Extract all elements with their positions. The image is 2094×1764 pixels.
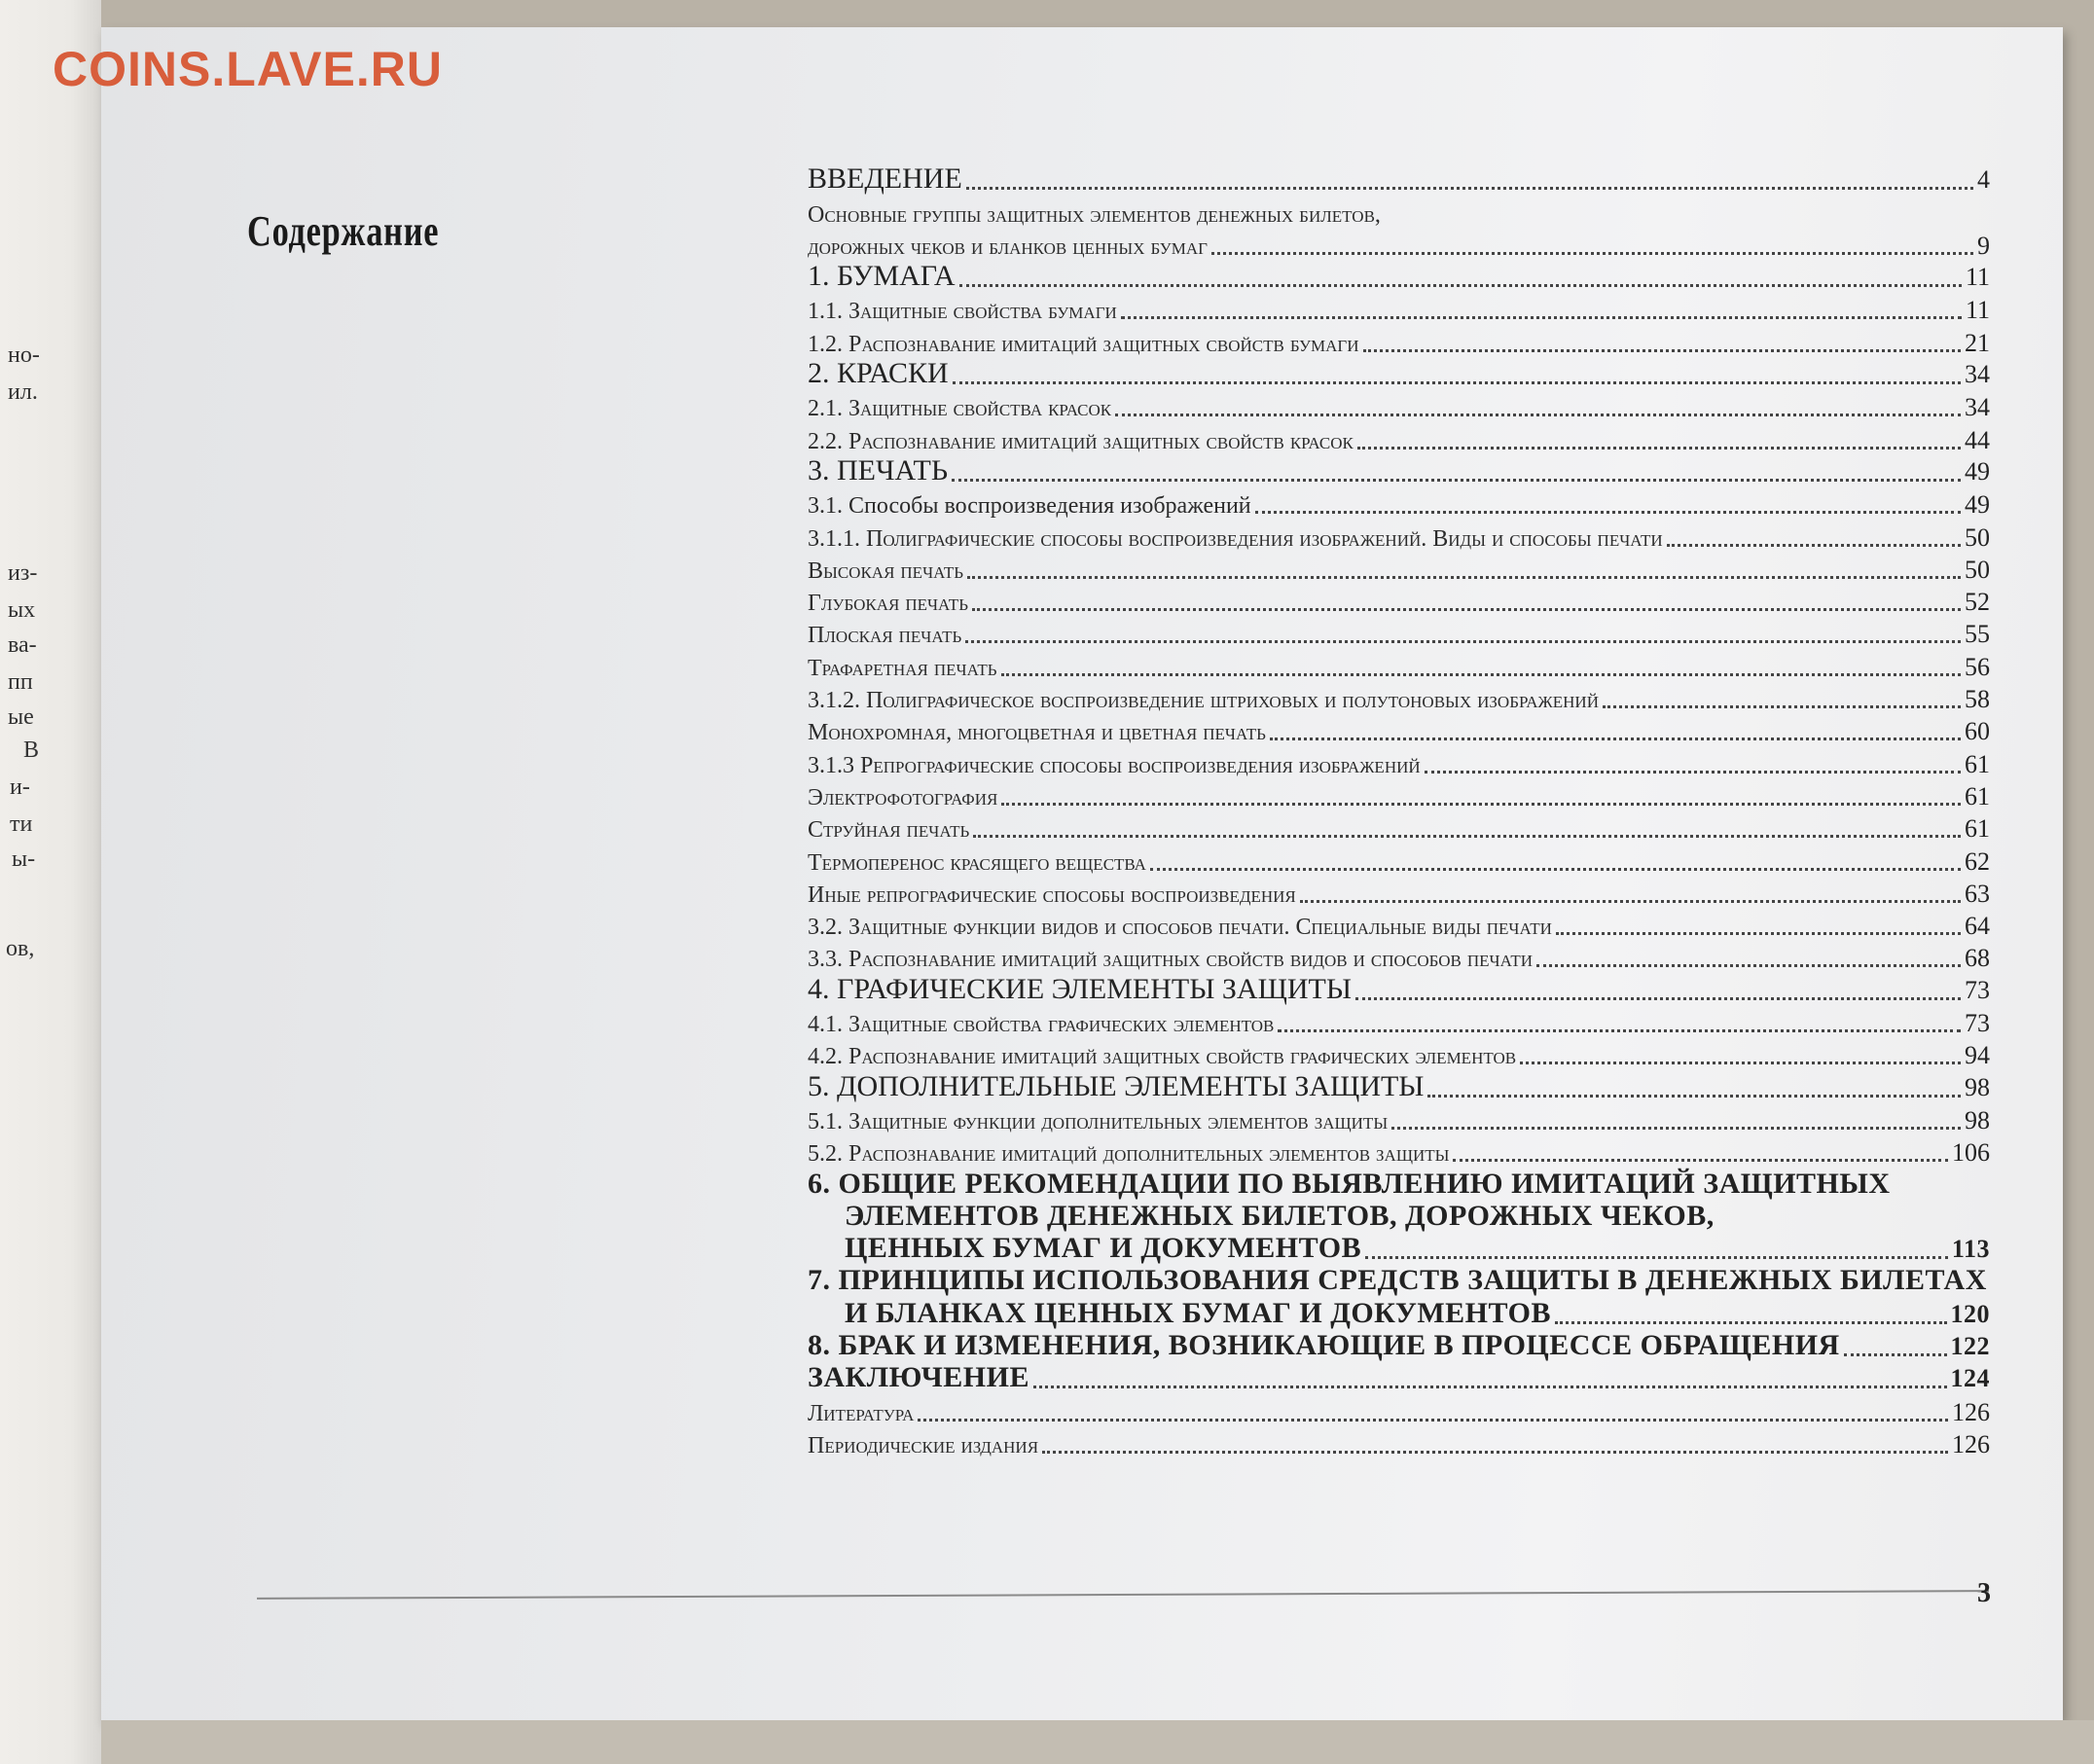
toc-entry-page: 120: [1950, 1299, 1990, 1328]
toc-entry-page: 9: [1977, 231, 1990, 260]
toc-entry: [808, 813, 1990, 846]
toc-entry-label: ЗАКЛЮЧЕНИЕ: [808, 1361, 1029, 1394]
toc-entry: [808, 972, 1990, 1007]
toc-entry: [808, 587, 1990, 619]
toc-entry-label: 7. ПРИНЦИПЫ ИСПОЛЬЗОВАНИЯ СРЕДСТВ ЗАЩИТЫ В ДЕНЕЖНЫХ БИЛЕТАХ: [808, 1264, 1987, 1297]
dot-leader: [953, 381, 1961, 384]
toc-entry-label: 3.1.1. Полиграфические способы воспроизведения изображений. Виды и способы печати: [808, 525, 1663, 552]
toc-entry-label: 8. БРАК И ИЗМЕНЕНИЯ, ВОЗНИКАЮЩИЕ В ПРОЦЕССЕ ОБРАЩЕНИЯ: [808, 1328, 1840, 1361]
toc-entry-page: 50: [1965, 555, 1990, 584]
toc-entry: [808, 1008, 1990, 1040]
toc-entry-page: 62: [1965, 846, 1990, 876]
toc-entry: [808, 619, 1990, 651]
dot-leader: [1603, 705, 1961, 708]
toc-entry-page: 11: [1965, 296, 1990, 325]
toc-entry-label: И БЛАНКАХ ЦЕННЫХ БУМАГ И ДОКУМЕНТОВ: [845, 1296, 1551, 1329]
dot-leader: [973, 835, 1961, 838]
dot-leader: [966, 187, 1973, 190]
dot-leader: [967, 576, 1961, 579]
toc-entry-page: 98: [1965, 1072, 1990, 1101]
toc-entry-label: 2. КРАСКИ: [808, 357, 949, 390]
toc-entry-page: 4: [1977, 165, 1990, 195]
toc-entry-label: 3.1.2. Полиграфическое воспроизведение штриховых и полутоновых изображений: [808, 688, 1599, 714]
dot-leader: [1357, 447, 1961, 450]
left-page-text-fragment: ти: [10, 811, 33, 837]
left-page-text-fragment: ых: [8, 597, 36, 623]
toc-entry-page: 55: [1965, 620, 1990, 649]
toc-entry-label: 1. БУМАГА: [808, 260, 956, 293]
toc-entry-page: 98: [1965, 1105, 1990, 1134]
dot-leader: [1425, 771, 1961, 774]
toc-entry-label: 5. ДОПОЛНИТЕЛЬНЫЕ ЭЛЕМЕНТЫ ЗАЩИТЫ: [808, 1069, 1425, 1102]
toc-entry: [808, 1199, 1990, 1235]
toc-entry: [808, 943, 1990, 975]
toc-entry-page: 106: [1952, 1138, 1990, 1168]
toc-entry-page: 58: [1965, 685, 1990, 714]
dot-leader: [1391, 1127, 1961, 1130]
toc-entry-page: 126: [1952, 1397, 1990, 1426]
toc-entry-label: 5.1. Защитные функции дополнительных элементов защиты: [808, 1108, 1389, 1134]
toc-entry-page: 60: [1965, 717, 1990, 746]
toc-entry-label: Высокая печать: [808, 558, 964, 584]
toc-entry: [808, 327, 1990, 359]
dot-leader: [1520, 1062, 1961, 1064]
dot-leader: [918, 1419, 1948, 1422]
toc-entry: [808, 1296, 1990, 1331]
toc-entry-label: 5.2. Распознавание имитаций дополнительных элементов защиты: [808, 1141, 1450, 1168]
toc-entry: [808, 1069, 1990, 1104]
toc-entry-label: ВВЕДЕНИЕ: [808, 162, 962, 196]
toc-entry: [808, 1137, 1990, 1170]
toc-entry: [808, 716, 1990, 748]
dot-leader: [1001, 673, 1961, 676]
toc-entry: [808, 1429, 1990, 1461]
toc-entry: [808, 489, 1990, 522]
toc-entry-page: 44: [1965, 425, 1990, 454]
toc-entry-label: 2.2. Распознавание имитаций защитных свойств красок: [808, 428, 1354, 454]
dot-leader: [952, 479, 1961, 482]
toc-entry: [808, 1105, 1990, 1137]
toc-entry-page: 94: [1965, 1041, 1990, 1070]
toc-entry-label: 3.1.3 Репрографические способы воспроизведения изображений: [808, 752, 1421, 778]
left-page-text-fragment: из-: [8, 560, 38, 586]
dot-leader: [972, 608, 1961, 611]
dot-leader: [1278, 1029, 1961, 1032]
toc-entry: [808, 392, 1990, 424]
dot-leader: [1211, 252, 1973, 255]
toc-entry-page: 21: [1965, 328, 1990, 357]
toc-entry-label: 1.1. Защитные свойства бумаги: [808, 299, 1117, 325]
dot-leader: [1121, 316, 1962, 319]
toc-entry-label: Иные репрографические способы воспроизведения: [808, 882, 1296, 908]
toc-entry-page: 11: [1965, 263, 1990, 292]
toc-entry-label: Трафаретная печать: [808, 655, 997, 681]
toc-entry: [808, 453, 1990, 489]
dot-leader: [1255, 511, 1961, 514]
toc-entry-page: 73: [1965, 1009, 1990, 1038]
toc-entry: [808, 555, 1990, 587]
toc-entry: [808, 1232, 1990, 1267]
dot-leader: [1427, 1095, 1961, 1098]
left-page-text-fragment: ва-: [8, 632, 37, 658]
left-page-text-fragment: пп: [8, 669, 33, 695]
toc-entry-page: 49: [1965, 456, 1990, 486]
toc-entry-label: 3. ПЕЧАТЬ: [808, 453, 949, 486]
toc-entry-page: 56: [1965, 652, 1990, 681]
toc-entry: [808, 1361, 1990, 1396]
toc-entry-page: 63: [1965, 879, 1990, 908]
toc-entry: [808, 651, 1990, 683]
dot-leader: [1536, 964, 1961, 967]
toc-entry-page: 122: [1950, 1331, 1990, 1360]
toc-entry-label: Струйная печать: [808, 817, 970, 844]
toc-entry: [808, 846, 1990, 878]
toc-entry-page: 49: [1965, 490, 1990, 520]
dot-leader: [1555, 1321, 1947, 1324]
dot-leader: [1115, 414, 1961, 416]
toc-entry: [808, 357, 1990, 392]
toc-entry-page: 126: [1952, 1429, 1990, 1458]
dot-leader: [1453, 1159, 1948, 1162]
toc-entry-label: Монохромная, многоцветная и цветная печать: [808, 720, 1266, 746]
watermark: COINS.LAVE.RU: [53, 42, 443, 96]
left-page-text-fragment: ил.: [8, 379, 38, 405]
toc-entry-label: 3.1. Способы воспроизведения изображений: [808, 493, 1251, 520]
left-page-edge: [0, 0, 101, 1764]
toc-entry-page: 68: [1965, 944, 1990, 973]
toc-entry-label: 6. ОБЩИЕ РЕКОМЕНДАЦИИ ПО ВЫЯВЛЕНИЮ ИМИТАЦИЙ ЗАЩИТНЫХ: [808, 1167, 1891, 1200]
left-page-text-fragment: ов,: [6, 936, 35, 961]
dot-leader: [1365, 1256, 1948, 1259]
toc-entry-label: 1.2. Распознавание имитаций защитных свойств бумаги: [808, 331, 1359, 357]
toc-entry-page: 34: [1965, 393, 1990, 422]
toc-entry: [808, 162, 1990, 198]
toc-entry: [808, 1264, 1990, 1299]
dot-leader: [965, 640, 1961, 643]
toc-entry: [808, 260, 1990, 295]
left-page-text-fragment: В: [23, 738, 40, 763]
toc-entry: [808, 911, 1990, 943]
dot-leader: [1270, 738, 1961, 740]
left-page-text-fragment: ые: [8, 704, 34, 730]
dot-leader: [1042, 1451, 1948, 1454]
dot-leader: [959, 284, 1962, 287]
toc-entry-label: Основные группы защитных элементов денежных билетов,: [808, 201, 1381, 228]
toc-entry: [808, 1040, 1990, 1072]
toc-entry-label: 4.1. Защитные свойства графических элементов: [808, 1012, 1275, 1038]
toc-entry-label: Термоперенос красящего вещества: [808, 849, 1146, 876]
toc-entry-label: дорожных чеков и бланков ценных бумаг: [808, 234, 1208, 260]
dot-leader: [1363, 349, 1961, 352]
dot-leader: [1001, 803, 1961, 806]
toc-entry-label: Электрофотография: [808, 784, 998, 810]
toc-entry-page: 73: [1965, 975, 1990, 1004]
left-page-text-fragment: но-: [8, 342, 40, 368]
toc-entry: [808, 198, 1990, 230]
toc-entry: [808, 781, 1990, 813]
toc-entry: [808, 1328, 1990, 1364]
toc-entry-page: 61: [1965, 749, 1990, 778]
toc-entry-label: Периодические издания: [808, 1432, 1039, 1458]
toc-entry-page: 34: [1965, 360, 1990, 389]
dot-leader: [1844, 1353, 1947, 1356]
page-number: 3: [1977, 1578, 1991, 1608]
toc-entry: [808, 879, 1990, 911]
toc-entry: [808, 424, 1990, 456]
dot-leader: [1355, 997, 1961, 1000]
toc-entry-label: ЭЛЕМЕНТОВ ДЕНЕЖНЫХ БИЛЕТОВ, ДОРОЖНЫХ ЧЕКОВ,: [845, 1199, 1715, 1232]
toc-entry-label: Литература: [808, 1400, 915, 1426]
toc-entry: [808, 748, 1990, 780]
toc-entry-page: 113: [1951, 1235, 1990, 1264]
toc-entry-label: Плоская печать: [808, 623, 962, 649]
toc-entry-label: 3.2. Защитные функции видов и способов печати. Специальные виды печати: [808, 915, 1552, 941]
toc-entry-label: Глубокая печать: [808, 591, 968, 617]
toc-entry-page: 61: [1965, 781, 1990, 810]
left-page-text-fragment: и-: [10, 774, 30, 800]
toc-entry: [808, 295, 1990, 327]
dot-leader: [1556, 932, 1961, 935]
toc-entry-label: 3.3. Распознавание имитаций защитных свойств видов и способов печати: [808, 947, 1534, 973]
toc-entry-label: ЦЕННЫХ БУМАГ И ДОКУМЕНТОВ: [845, 1232, 1362, 1265]
toc-entry: [808, 684, 1990, 716]
table-surface: [101, 1720, 2094, 1764]
toc-title: Содержание: [247, 207, 440, 255]
dot-leader: [1033, 1386, 1947, 1388]
left-page-text-fragment: ы-: [12, 846, 36, 872]
toc-entry: [808, 522, 1990, 554]
dot-leader: [1667, 544, 1961, 547]
table-of-contents: [808, 162, 1990, 1461]
toc-entry: [808, 231, 1990, 263]
dot-leader: [1300, 900, 1961, 903]
dot-leader: [1150, 868, 1961, 871]
toc-entry: [808, 1396, 1990, 1428]
toc-entry-label: 2.1. Защитные свойства красок: [808, 396, 1112, 422]
toc-entry-page: 52: [1965, 588, 1990, 617]
toc-entry-page: 61: [1965, 814, 1990, 844]
toc-entry-page: 124: [1950, 1364, 1990, 1393]
toc-entry-page: 64: [1965, 912, 1990, 941]
toc-entry-label: 4.2. Распознавание имитаций защитных свойств графических элементов: [808, 1044, 1517, 1070]
toc-entry-label: 4. ГРАФИЧЕСКИЕ ЭЛЕМЕНТЫ ЗАЩИТЫ: [808, 972, 1353, 1005]
toc-entry: [808, 1167, 1990, 1202]
toc-entry-page: 50: [1965, 522, 1990, 552]
